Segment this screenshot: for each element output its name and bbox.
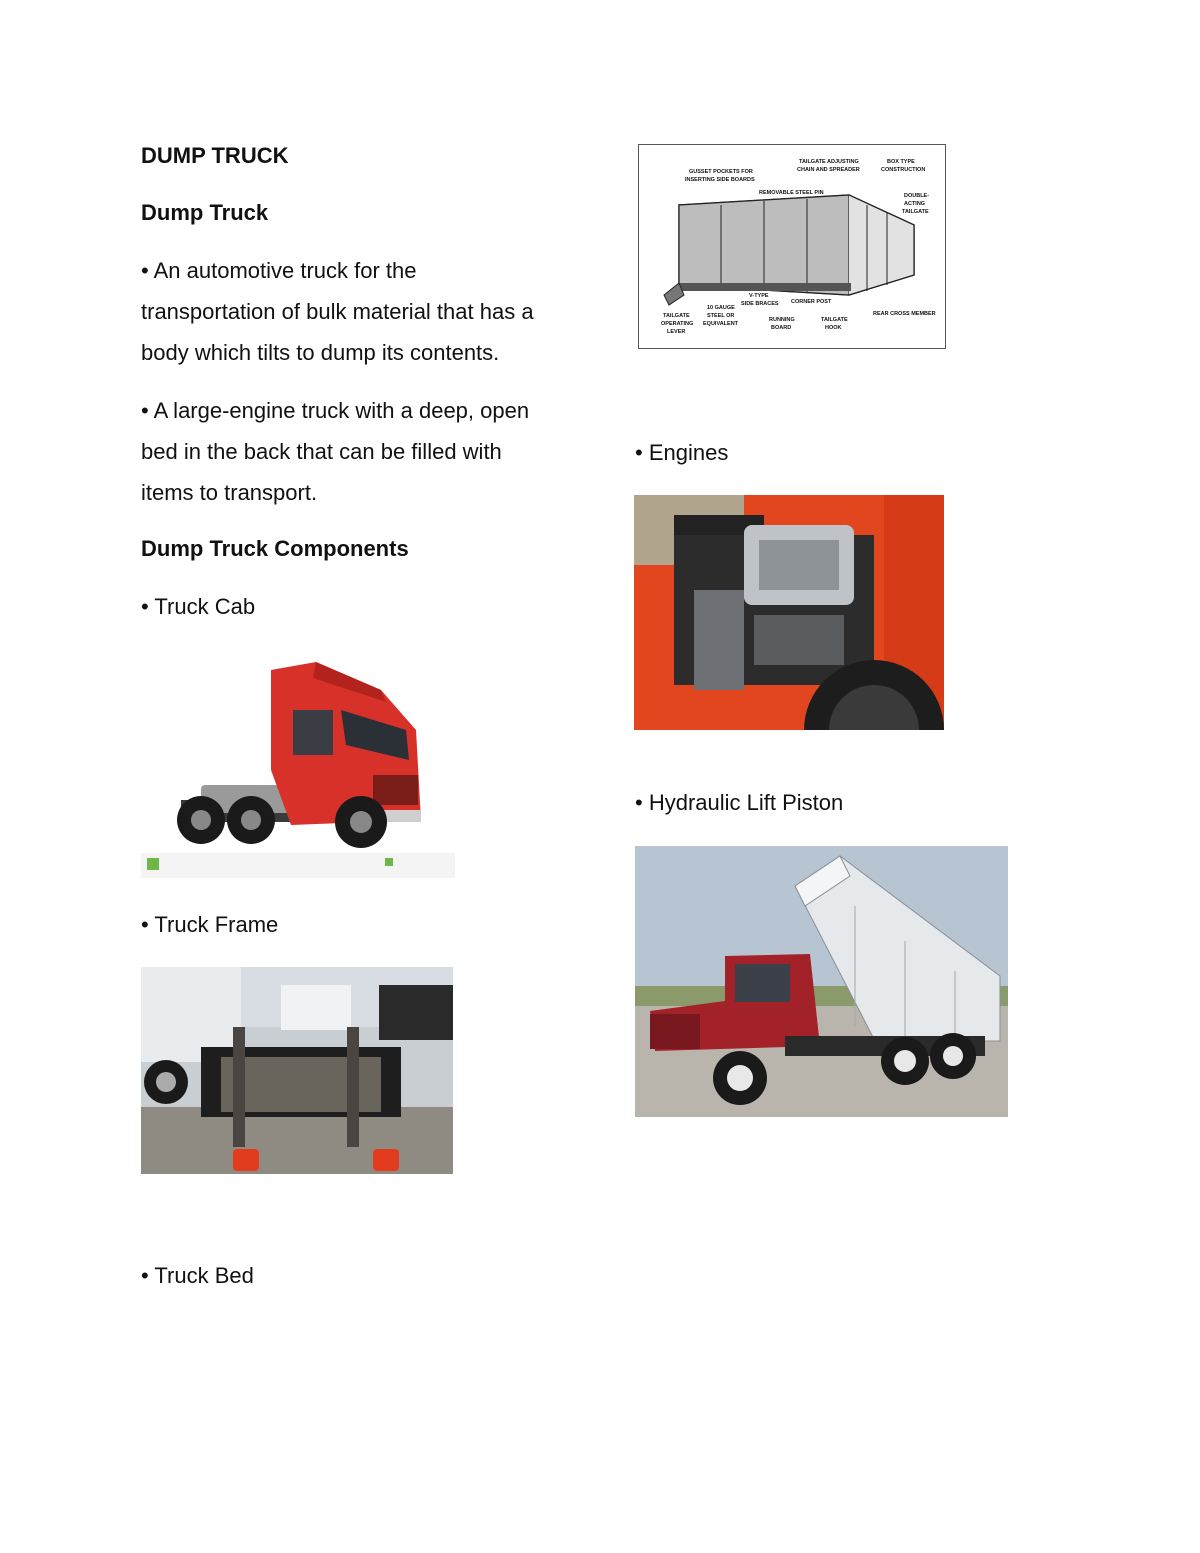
bullet-2-line-1: A large-engine truck with a deep, open xyxy=(153,398,530,423)
label-lever-3: LEVER xyxy=(667,329,686,335)
label-corner-post: CORNER POST xyxy=(791,299,832,305)
component-label-bed: Truck Bed xyxy=(154,1263,254,1288)
bullet-glyph: • xyxy=(141,258,149,283)
truck-frame-image xyxy=(141,967,453,1174)
svg-text:ACTING xyxy=(904,201,925,207)
engine-image xyxy=(634,495,944,730)
bullet-glyph: • xyxy=(141,1263,149,1288)
svg-text:INSERTING SIDE BOARDS xyxy=(685,177,755,183)
bullet-glyph: • xyxy=(635,790,643,815)
label-vtype-1: V-TYPE xyxy=(749,293,769,299)
label-vtype-2: SIDE BRACES xyxy=(741,301,779,307)
svg-text:HOOK xyxy=(825,325,842,331)
label-gauge-2: STEEL OR xyxy=(707,313,735,319)
bullet-glyph: • xyxy=(141,398,149,423)
svg-text:OPERATING xyxy=(661,321,693,327)
definition-bullet-1 xyxy=(141,250,581,373)
label-box-type-2: CONSTRUCTION xyxy=(881,167,926,173)
component-label-cab: Truck Cab xyxy=(154,594,256,619)
svg-text:EQUIVALENT xyxy=(703,321,739,327)
label-double-acting-3: TAILGATE xyxy=(902,209,929,215)
component-label-piston: Hydraulic Lift Piston xyxy=(648,790,844,815)
bullet-glyph: • xyxy=(141,594,149,619)
svg-text:CONSTRUCTION xyxy=(881,167,925,173)
definition-bullet-2 xyxy=(141,390,581,513)
svg-text:10 GAUGE xyxy=(707,305,735,311)
label-box-type-1: BOX TYPE xyxy=(887,159,915,165)
label-gauge-3: EQUIVALENT xyxy=(703,321,739,327)
label-gauge-1: 10 GAUGE xyxy=(707,305,735,311)
component-item-bed xyxy=(141,1263,254,1289)
label-running-board-2: BOARD xyxy=(771,325,792,331)
label-tailgate-hook-2: HOOK xyxy=(825,325,842,331)
label-lever-1: TAILGATE xyxy=(663,313,690,319)
svg-text:BOARD xyxy=(771,325,791,331)
svg-text:TAILGATE ADJUSTING xyxy=(799,159,859,165)
svg-text:TAILGATE xyxy=(663,313,690,319)
label-running-board-1: RUNNING xyxy=(769,317,795,323)
section-heading-components: Dump Truck Components xyxy=(141,536,409,561)
component-item-frame xyxy=(141,912,278,938)
svg-text:RUNNING xyxy=(769,317,795,323)
dump-body-diagram xyxy=(638,144,946,349)
label-lever-2: OPERATING xyxy=(661,321,694,327)
svg-text:REAR CROSS MEMBER xyxy=(873,311,936,317)
section-heading-dump-truck: Dump Truck xyxy=(141,200,269,225)
label-double-acting-1: DOUBLE- xyxy=(904,193,930,199)
component-label-frame: Truck Frame xyxy=(154,912,279,937)
component-item-piston xyxy=(635,790,843,816)
component-label-engines: Engines xyxy=(648,440,729,465)
label-gusset-2: INSERTING SIDE BOARDS xyxy=(685,177,755,183)
svg-text:DOUBLE- xyxy=(904,193,929,199)
svg-text:REMOVABLE STEEL PIN xyxy=(759,190,824,196)
component-item-engines xyxy=(635,440,728,466)
bullet-1-line-2: transportation of bulk material that has a xyxy=(141,299,534,324)
svg-text:CHAIN AND SPREADER xyxy=(797,167,860,173)
label-tailgate-adj-2: CHAIN AND SPREADER xyxy=(797,167,860,173)
label-gusset-1: GUSSET POCKETS FOR xyxy=(689,169,753,175)
svg-text:BOX TYPE xyxy=(887,159,915,165)
bullet-glyph: • xyxy=(141,912,149,937)
svg-text:LEVER xyxy=(667,329,685,335)
bullet-1-line-3: body which tilts to dump its contents. xyxy=(141,340,500,365)
label-tailgate-adj-1: TAILGATE ADJUSTING xyxy=(799,159,859,165)
svg-text:TAILGATE xyxy=(821,317,848,323)
label-tailgate-hook-1: TAILGATE xyxy=(821,317,848,323)
svg-text:CORNER POST xyxy=(791,299,832,305)
label-rear-cross: REAR CROSS MEMBER xyxy=(873,311,936,317)
bullet-2-line-2: bed in the back that can be filled with xyxy=(141,439,502,464)
bullet-2-line-3: items to transport. xyxy=(141,480,318,505)
svg-text:SIDE BRACES xyxy=(741,301,779,307)
bullet-1-line-1: An automotive truck for the xyxy=(153,258,417,283)
dump-truck-raised-image xyxy=(635,846,1008,1117)
truck-cab-image xyxy=(141,650,455,878)
component-item-cab xyxy=(141,594,255,620)
svg-text:GUSSET POCKETS FOR xyxy=(689,169,753,175)
label-double-acting-2: ACTING xyxy=(904,201,926,207)
page-title: DUMP TRUCK xyxy=(141,143,289,168)
svg-text:V-TYPE xyxy=(749,293,769,299)
svg-text:STEEL OR xyxy=(707,313,734,319)
label-removable-pin: REMOVABLE STEEL PIN xyxy=(759,190,824,196)
svg-text:TAILGATE xyxy=(902,209,929,215)
bullet-glyph: • xyxy=(635,440,643,465)
